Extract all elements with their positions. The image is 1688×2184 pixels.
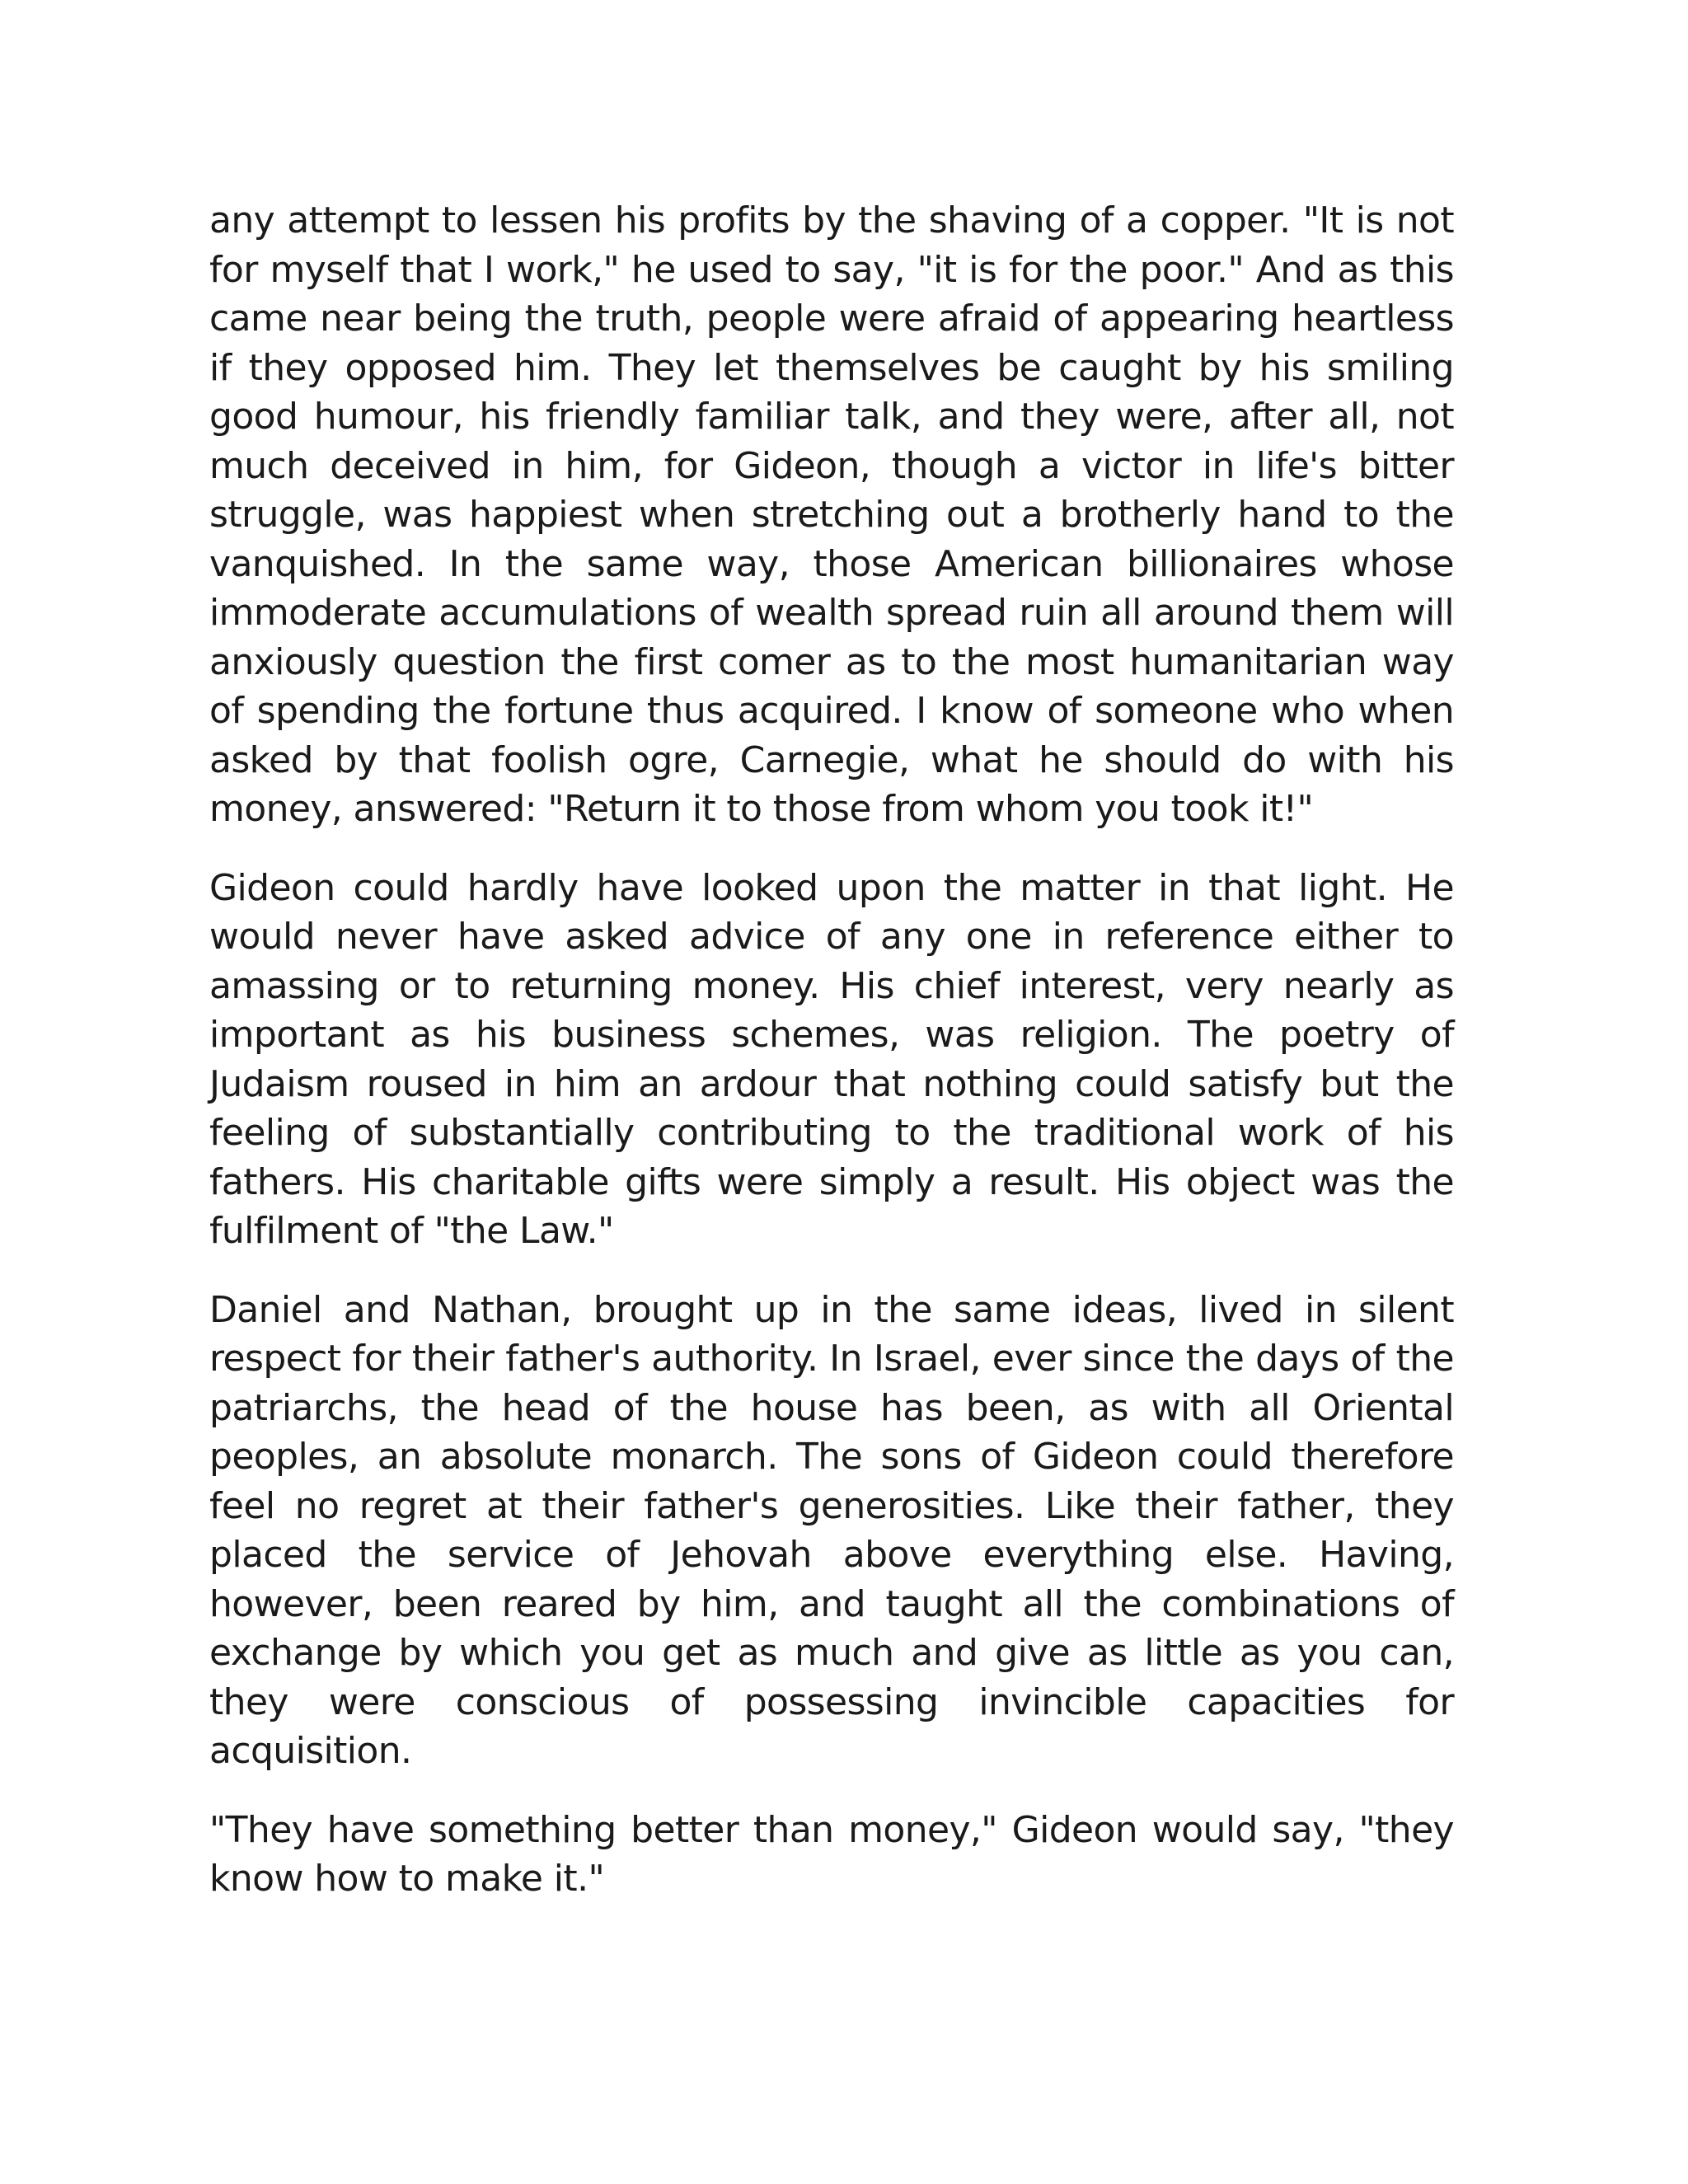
paragraph-4: "They have something better than money," Gideon would say, "they know how to make it." <box>209 1808 1454 1900</box>
paragraph-2: Gideon could hardly have looked upon the matter in that light. He would never have asked advice of any one in reference either to amassing or to returning money. His chief interest, very nearly as important as his business schemes, was religion. The poetry of Judaism roused in him an ardour that nothing could satisfy but the feeling of substantially contributing to the traditional work of his fathers. His charitable gifts were simply a result. His object was the fulfilment of "the Law." <box>209 866 1454 1252</box>
document-page <box>209 196 1454 1904</box>
paragraph-1: any attempt to lessen his profits by the shaving of a copper. "It is not for myself that I work," he used to say, "it is for the poor." And as this came near being the truth, people were afraid of appearing heartless if they opposed him. They let themselves be caught by his smiling good humour, his friendly familiar talk, and they were, after all, not much deceived in him, for Gideon, though a victor in life's bitter struggle, was happiest when stretching out a brotherly hand to the vanquished. In the same way, those American billionaires whose immoderate accumulations of wealth spread ruin all around them will anxiously question the first comer as to the most humanitarian way of spending the fortune thus acquired. I know of someone who when asked by that foolish ogre, Carnegie, what he should do with his money, answered: "Return it to those from whom you took it!" <box>209 199 1454 830</box>
paragraph-3: Daniel and Nathan, brought up in the same ideas, lived in silent respect for their father's authority. In Israel, ever since the days of the patriarchs, the head of the house has been, as with all Oriental peoples, an absolute monarch. The sons of Gideon could therefore feel no regret at their father's generosities. Like their father, they placed the service of Jehovah above everything else. Having, however, been reared by him, and taught all the combinations of exchange by which you get as much and give as little as you can, they were conscious of possessing invincible capacities for acquisition. <box>209 1288 1454 1772</box>
